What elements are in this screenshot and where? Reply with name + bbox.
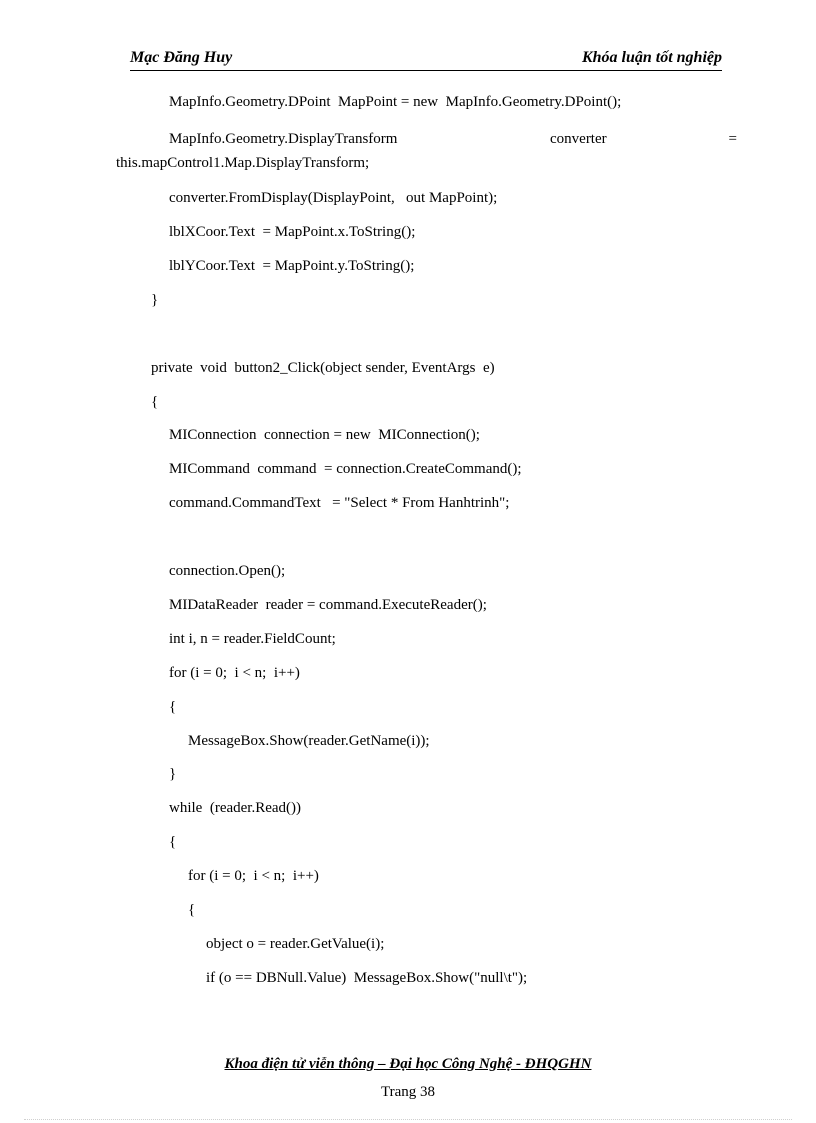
code-line: converter.FromDisplay(DisplayPoint, out MapPoint);	[169, 190, 498, 206]
code-line-continuation: this.mapControl1.Map.DisplayTransform;	[116, 155, 370, 171]
code-token: converter	[550, 131, 607, 147]
code-line: int i, n = reader.FieldCount;	[169, 631, 336, 647]
code-token: MapInfo.Geometry.DisplayTransform	[169, 131, 398, 147]
footer-faculty	[0, 1056, 816, 1073]
code-line: }	[151, 292, 159, 308]
code-line: lblXCoor.Text = MapPoint.x.ToString();	[169, 224, 416, 240]
footer-faculty-text: Khoa điện tử viễn thông – Đại học Công Nghệ - ĐHQGHN	[224, 1056, 592, 1072]
code-line: {	[169, 834, 177, 850]
code-line: {	[151, 394, 159, 410]
code-line: for (i = 0; i < n; i++)	[188, 868, 319, 884]
code-line: command.CommandText = "Select * From Hanhtrinh";	[169, 495, 510, 511]
code-line: private void button2_Click(object sender, EventArgs e)	[151, 360, 495, 376]
code-line: while (reader.Read())	[169, 800, 302, 816]
page-number: Trang 38	[380, 1084, 436, 1100]
code-line: connection.Open();	[169, 563, 286, 579]
code-token: =	[728, 131, 737, 147]
code-line: lblYCoor.Text = MapPoint.y.ToString();	[169, 258, 415, 274]
code-line: }	[169, 766, 177, 782]
code-line: if (o == DBNull.Value) MessageBox.Show("null\t");	[206, 970, 528, 986]
header-author: Mạc Đăng Huy	[130, 49, 233, 66]
code-line: object o = reader.GetValue(i);	[206, 936, 385, 952]
code-line: {	[188, 902, 196, 918]
code-line: for (i = 0; i < n; i++)	[169, 665, 300, 681]
code-line: MapInfo.Geometry.DPoint MapPoint = new MapInfo.Geometry.DPoint();	[169, 94, 622, 110]
code-line: MIDataReader reader = command.ExecuteReader();	[169, 597, 487, 613]
header-thesis-title: Khóa luận tốt nghiệp	[581, 49, 722, 66]
code-line: MessageBox.Show(reader.GetName(i));	[188, 733, 430, 749]
page-bottom-rule	[24, 1119, 792, 1120]
page-header	[130, 48, 722, 71]
code-line: MICommand command = connection.CreateCommand();	[169, 461, 522, 477]
code-line: {	[169, 699, 177, 715]
code-line: MIConnection connection = new MIConnection();	[169, 427, 480, 443]
